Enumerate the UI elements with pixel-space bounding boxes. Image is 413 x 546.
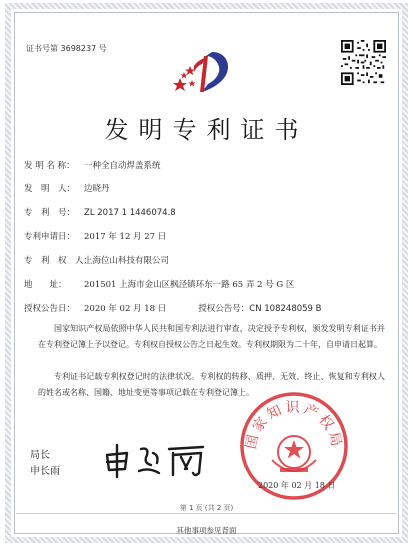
grant-statement-paragraph: 国家知识产权局依照中华人民共和国专利法进行审查，决定授予专利权，颁发发明专利证书并在专利登记簿上予以登记。专利权自授权公告之日起生效。专利权期限为二十年，自申请日起算。 [38,324,385,349]
patent-office-emblem-icon [168,48,238,96]
handwritten-signature [103,443,215,479]
field-value: 上海位山科技有限公司 [84,256,170,266]
signatory-title: 局长 [30,450,50,461]
field-patentee [24,254,169,266]
seal-date: 2020 年 02 月 18 日 [258,481,336,490]
field-label: 专利申请日： [24,232,76,242]
field-address [24,278,294,290]
field-invention-name [24,159,161,171]
legal-status-paragraph: 专利证书记载专利权登记时的法律状况。专利权的转移、质押、无效、终止、恢复和专利权人的姓名或名称、国籍、地址变更等事项记载在专利登记簿上。 [38,372,385,397]
field-value: 2020 年 02 月 18 日 [84,304,167,314]
field-label: 发 明 人： [24,184,76,194]
field-patent-number [24,206,176,218]
certificate-title: 发明专利证书 [104,116,309,144]
field-label: 授权公告日： [24,304,76,314]
field-label: 发 明 名 称： [24,161,75,171]
certificate-number: 证书号第 3698237 号 [26,44,107,53]
footnote: 其他事项参见背面 [176,526,237,535]
field-inventor [24,182,110,194]
field-label: 地 址： [24,280,67,290]
field-value: 边晓丹 [84,184,110,194]
field-value: 2017 年 12 月 27 日 [84,232,167,242]
grant-publication-number: 授权公告号：CN 108248059 B [198,304,322,314]
field-value: 一种全自动焊盖系统 [84,161,161,171]
field-grant-date [24,302,321,314]
field-value: 201501 上海市金山区枫泾镇环东一路 65 弄 2 号 G 区 [84,280,295,290]
field-application-date [24,230,166,242]
seal-text: 国家知识产权局 [243,400,345,451]
field-label: 专 利 权 人： [24,256,93,266]
footer-divider [16,513,397,514]
signatory-name: 申长雨 [30,466,60,477]
field-value: ZL 2017 1 1446074.8 [84,208,176,218]
qr-code-icon [341,40,386,85]
page-indicator: 第 1 页 (共 2 页) [179,504,234,512]
field-label: 专 利 号： [24,208,76,218]
